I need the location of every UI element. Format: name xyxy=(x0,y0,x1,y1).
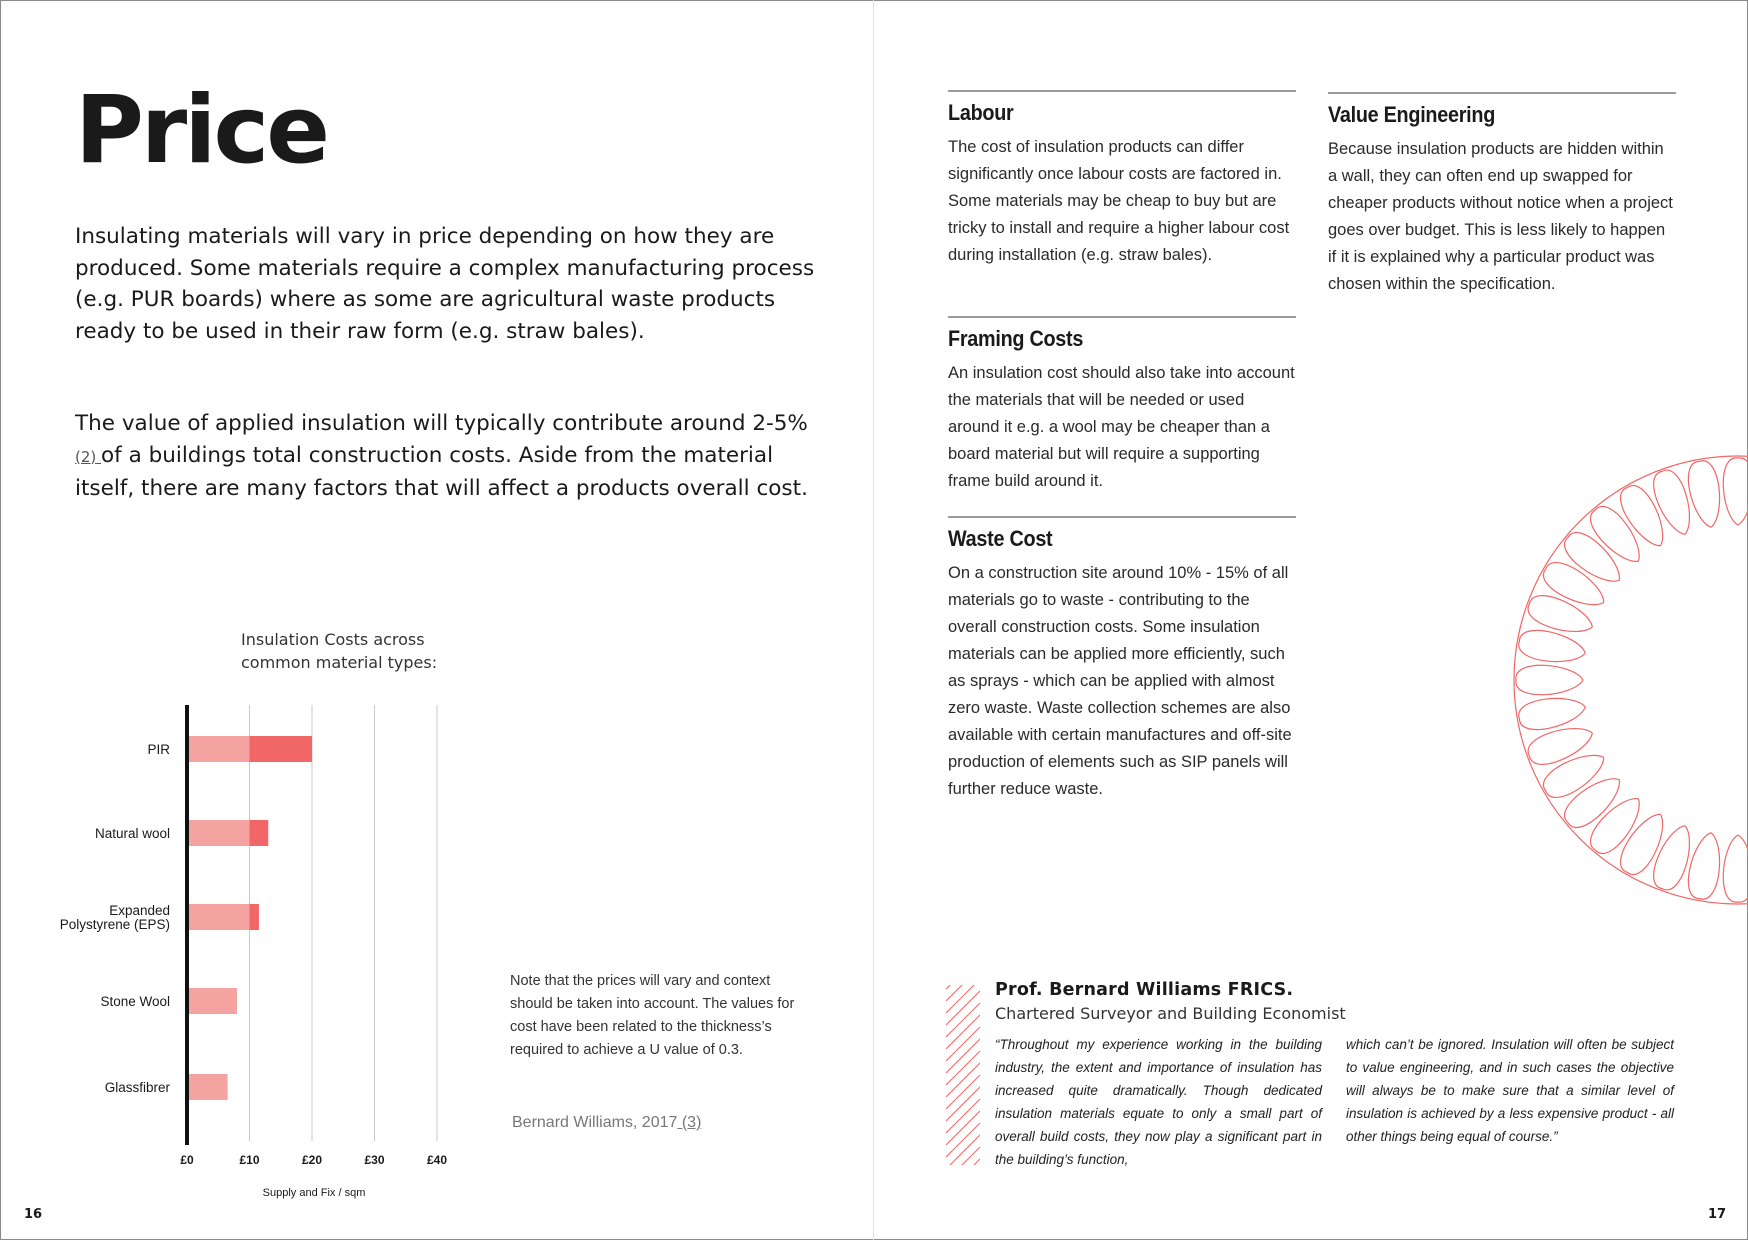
chart-bar-segment xyxy=(250,736,313,762)
wreath-petal xyxy=(1519,698,1586,729)
wreath-petal xyxy=(1543,755,1603,797)
wreath-petal xyxy=(1591,799,1640,854)
wreath-petal xyxy=(1591,507,1640,562)
quote-hatch-decoration xyxy=(946,985,980,1165)
section-body: Because insulation products are hidden within a wall, they can often end up swapped for cheaper products without notice when a project goes over budget. This is less likely to happen if it is explained why a particular product was chosen within the specification. xyxy=(1328,140,1673,293)
wreath-petal xyxy=(1621,814,1663,874)
insulation-cost-chart xyxy=(40,695,480,1205)
citation-link-3[interactable]: (3) xyxy=(677,1114,702,1131)
section-heading: Value Engineering xyxy=(1328,102,1496,127)
section-waste-cost xyxy=(948,516,1296,803)
section-value-engineering xyxy=(1328,92,1676,298)
wreath-petal xyxy=(1654,470,1690,534)
wreath-petal xyxy=(1528,596,1592,632)
chart-title: Insulation Costs across common material types: xyxy=(241,630,438,672)
chart-tick-label: £20 xyxy=(301,1153,323,1167)
wreath-petal xyxy=(1516,665,1583,694)
cost-paragraph xyxy=(75,408,815,505)
chart-tick-label: £0 xyxy=(180,1153,194,1167)
chart-category-label: Stone Wool xyxy=(100,994,170,1009)
wreath-petal xyxy=(1723,835,1748,902)
section-heading: Framing Costs xyxy=(948,326,1084,351)
chart-x-axis-label: Supply and Fix / sqm xyxy=(262,1187,366,1199)
chart-tick-label: £40 xyxy=(426,1153,448,1167)
quote-author-name: Prof. Bernard Williams FRICS. xyxy=(995,980,1294,1000)
wreath-petal xyxy=(1565,533,1620,582)
wreath-petal xyxy=(1621,485,1663,545)
section-heading: Labour xyxy=(948,100,1014,125)
citation-link-2[interactable]: (2) xyxy=(75,447,102,466)
note-author: Bernard Williams, 2017 xyxy=(512,1114,678,1131)
section-body: The cost of insulation products can differ significantly once labour costs are factored in. Some materials may be cheap to buy but are tricky to install and require a higher labour cost during installation (e.g. straw bales). xyxy=(948,138,1290,264)
chart-bar-segment xyxy=(187,988,237,1014)
section-rule xyxy=(948,516,1296,518)
section-body: An insulation cost should also take into account the materials that will be needed or used around it e.g. a wool may be cheaper than a board material but will require a supporting frame build around it. xyxy=(948,364,1295,490)
section-heading: Waste Cost xyxy=(948,526,1053,551)
chart-tick-label: £30 xyxy=(364,1153,385,1167)
section-body: On a construction site around 10% - 15% of all materials go to waste - contributing to the overall construction costs. Some insulation materials can be applied more efficiently, such as sprays - which can be applied with almost zero waste. Waste collection schemes are also available with certain manufactures and off-site production of elements such as SIP panels will further reduce waste. xyxy=(948,564,1292,798)
wreath-petal xyxy=(1528,729,1592,765)
chart-category-label: PIR xyxy=(147,742,170,757)
wreath-petal xyxy=(1688,833,1719,900)
section-labour xyxy=(948,90,1296,269)
wreath-petal xyxy=(1543,563,1603,605)
section-rule xyxy=(1328,92,1676,94)
chart-bar-segment xyxy=(187,820,250,846)
quote-text-column-1: “Throughout my experience working in the building industry, the extent and importance of insulation has increased quite dramatically. Though dedicated insulation materials equate to only a small part of overall build costs, they now play a significant part in the building’s function, xyxy=(995,1037,1322,1167)
chart-bar-segment xyxy=(187,736,250,762)
chart-category-label: Expanded Polystyrene (EPS) xyxy=(59,903,170,932)
page-gutter xyxy=(873,0,874,1240)
wreath-petal xyxy=(1723,458,1748,525)
quote-text-column-2: which can’t be ignored. Insulation will often be subject to value engineering, and in such cases the objective will always be to make sure that a similar level of insulation is achieved by a less expensive product - all other things being equal of course.” xyxy=(1346,1037,1674,1144)
chart-note: Note that the prices will vary and context should be taken into account. The values for cost have been related to the thickness’s required to achieve a U value of 0.3. xyxy=(510,973,795,1058)
chart-bar-segment xyxy=(250,820,269,846)
cost-paragraph-end: of a buildings total construction costs. Aside from the material itself, there are many factors that will affect a products overall cost. xyxy=(75,442,808,501)
wreath-petal xyxy=(1519,630,1586,661)
wreath-petal xyxy=(1565,779,1620,828)
chart-tick-label: £10 xyxy=(239,1153,260,1167)
page-number-left: 16 xyxy=(24,1207,43,1222)
section-framing-costs xyxy=(948,316,1296,495)
cost-paragraph-start: The value of applied insulation will typically contribute around 2-5% xyxy=(75,411,808,436)
intro-paragraph: Insulating materials will vary in price depending on how they are produced. Some materials require a complex manufacturing process (e.g. PUR boards) where as some are agricultural waste products ready to be used in their raw form (e.g. straw bales). xyxy=(75,224,815,344)
note-citation xyxy=(512,1114,701,1132)
chart-bar-segment xyxy=(187,1074,228,1100)
quote-author-role: Chartered Surveyor and Building Economist xyxy=(995,1004,1346,1023)
page-title: Price xyxy=(75,76,327,185)
chart-category-label: Natural wool xyxy=(94,826,170,841)
page-number-right: 17 xyxy=(1708,1207,1727,1222)
wreath-petal xyxy=(1654,826,1690,890)
section-rule xyxy=(948,90,1296,92)
chart-category-label: Glassfibrer xyxy=(104,1080,170,1095)
chart-bar-segment xyxy=(187,904,250,930)
section-rule xyxy=(948,316,1296,318)
wreath-petal xyxy=(1688,461,1719,528)
petal-wreath-illustration xyxy=(1500,440,1748,920)
chart-bar-segment xyxy=(250,904,259,930)
